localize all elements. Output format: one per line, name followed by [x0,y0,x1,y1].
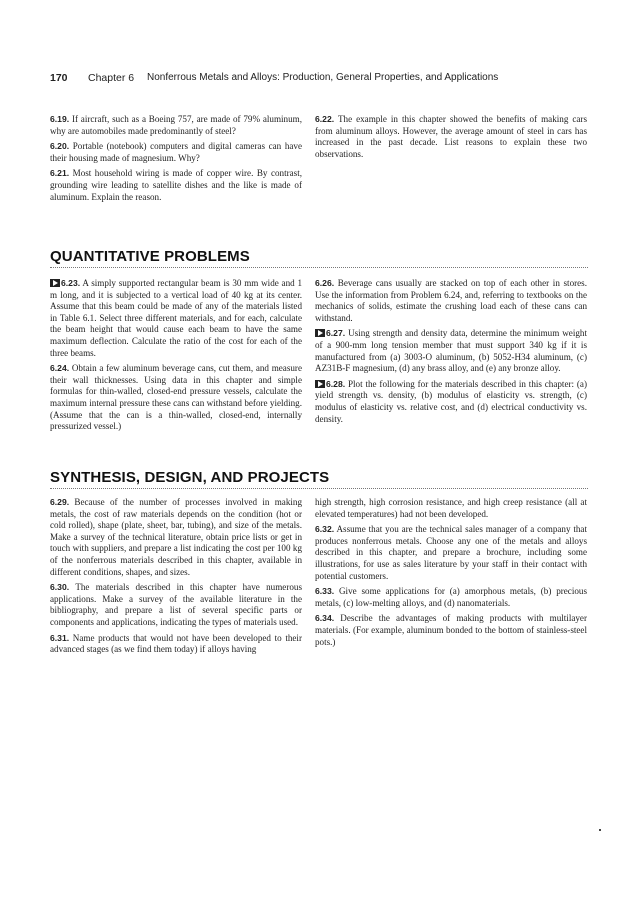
problem-number: 6.24. [50,363,70,374]
top-right-column [315,114,587,164]
problem-6-22 [315,114,587,160]
quantitative-left-column [50,278,302,437]
chapter-label: Chapter 6 [88,72,135,84]
problem-6-20 [50,141,302,164]
problem-text: Name products that would not have been developed to their advanced stages (as we find them today) if alloys having [50,632,302,655]
problem-6-30 [50,582,302,628]
synthesis-left-column [50,497,302,660]
problem-number: 6.32. [315,524,335,535]
quantitative-right-column [315,278,587,429]
section-divider [50,488,588,489]
problem-number: 6.21. [50,168,70,179]
problem-text: Plot the following for the materials described in this chapter: (a) yield strength vs. density, (b) modulus of elasticity vs. strength, (c) modulus of elasticity vs. relative cost, and (d) electrical conductivity vs. density. [315,378,587,424]
video-solution-icon [315,329,325,337]
problem-text: Most household wiring is made of copper wire. By contrast, grounding wire leading to satellite dishes and the like is made of aluminum. Explain the reason. [50,168,303,202]
problem-text: Give some applications for (a) amorphous metals, (b) precious metals, (c) low-melting alloys, and (d) nanomaterials. [315,586,587,608]
problem-6-26 [315,278,587,324]
problem-text: Because of the number of processes involved in making metals, the cost of raw materials depends on the condition (hot or cold rolled), shape (plate, sheet, bar, tubing), and size of the metals. Make a survey of the technical literature, obtain price lists or get in touch with suppliers, and prepare a list indicating the cost per 100 kg of the nonferrous materials described in this chapter, available in different conditions, shapes, and sizes. [50,497,302,577]
problem-text: Portable (notebook) computers and digital cameras can have their housing made of magnesium. Why? [50,141,302,163]
problem-number: 6.19. [50,114,70,124]
problem-6-24 [50,363,302,433]
running-header [50,72,590,88]
problem-6-33 [315,586,587,609]
problem-6-27 [315,328,587,374]
problem-text: Assume that you are the technical sales manager of a company that produces nonferrous metals. Choose any one of the metals and alloys described in this chapter, and prepare a brochure, including some illustrations, for use as sales literature by your staff in their contact with potential customers. [315,524,587,581]
problem-6-28 [315,379,587,425]
problem-number: 6.23. [61,278,81,288]
problem-number: 6.22. [315,114,335,124]
top-left-column [50,114,302,207]
problem-text: If aircraft, such as a Boeing 757, are made of 79% aluminum, why are automobiles made predominantly of steel? [50,114,302,136]
problem-number: 6.30. [50,582,70,593]
problem-6-23 [50,278,302,359]
problem-6-19 [50,114,302,137]
problem-number: 6.29. [50,497,70,507]
section-title-quantitative: QUANTITATIVE PROBLEMS [50,248,250,265]
problem-number: 6.27. [326,328,346,339]
problem-number: 6.20. [50,141,70,152]
scan-speck [599,829,601,831]
problem-6-32 [315,524,587,582]
problem-number: 6.26. [315,278,335,288]
problem-text: The example in this chapter showed the benefits of making cars from aluminum alloys. However, the average amount of steel in cars has increased in the past decade. List reasons to explain these two observations. [315,114,587,159]
section-title-synthesis: SYNTHESIS, DESIGN, AND PROJECTS [50,469,330,486]
problem-text: Beverage cans usually are stacked on top of each other in stores. Use the information from Problem 6.24, and, referring to textbooks on the mechanics of solids, estimate the crushing load each of these cans can withstand. [315,278,587,323]
problem-number: 6.34. [315,613,335,624]
problem-number: 6.31. [50,632,70,643]
problem-6-21 [50,168,302,203]
problem-6-31-continued: high strength, high corrosion resistance, and high creep resistance (all at elevated temperatures) had not been developed. [315,497,587,519]
problem-text: Using strength and density data, determine the minimum weight of a 900-mm long tension member that must support 340 kg if it is manufactured from (a) 3003-O aluminum, (b) 5052-H34 aluminum, (c) AZ31B-F magnesium, (d) any brass alloy, and (e) any bronze alloy. [315,328,587,374]
problem-text: A simply supported rectangular beam is 30 mm wide and 1 m long, and it is subjected to a vertical load of 40 kg at its center. Assume that this beam could be made of any of the materials listed in Table 6.1. Select three different materials, and for each, calculate the beam height that would cause each beam to have the same maximum deflection. Calculate the ratio of the cost for each of the three beams. [50,278,302,358]
chapter-title: Nonferrous Metals and Alloys: Production, General Properties, and Applications [147,72,499,83]
problem-text: The materials described in this chapter have numerous applications. Make a survey of the available literature in the bibliography, and prepare a list of several specific parts or components and applications, indicating the types of materials used. [50,582,303,627]
problem-6-29 [50,497,302,578]
problem-number: 6.33. [315,586,335,597]
problem-6-31 [50,633,302,656]
page-number: 170 [50,72,68,84]
synthesis-right-column [315,497,587,652]
section-divider [50,267,588,268]
problem-6-34 [315,613,587,648]
problem-text: Describe the advantages of making products with multilayer materials. (For example, aluminum bonded to the bottom of stainless-steel pots.) [315,613,587,647]
video-solution-icon [315,380,325,388]
problem-number: 6.28. [326,378,346,389]
problem-text: Obtain a few aluminum beverage cans, cut them, and measure their wall thicknesses. Using data in this chapter and simple formulas for thin-walled, closed-end pressure vessels, calculate the maximum internal pressure these cans can withstand before yielding. (Assume that the can is a thin-walled, closed-end, internally pressurized vessel.) [50,363,302,432]
video-solution-icon [50,279,60,287]
